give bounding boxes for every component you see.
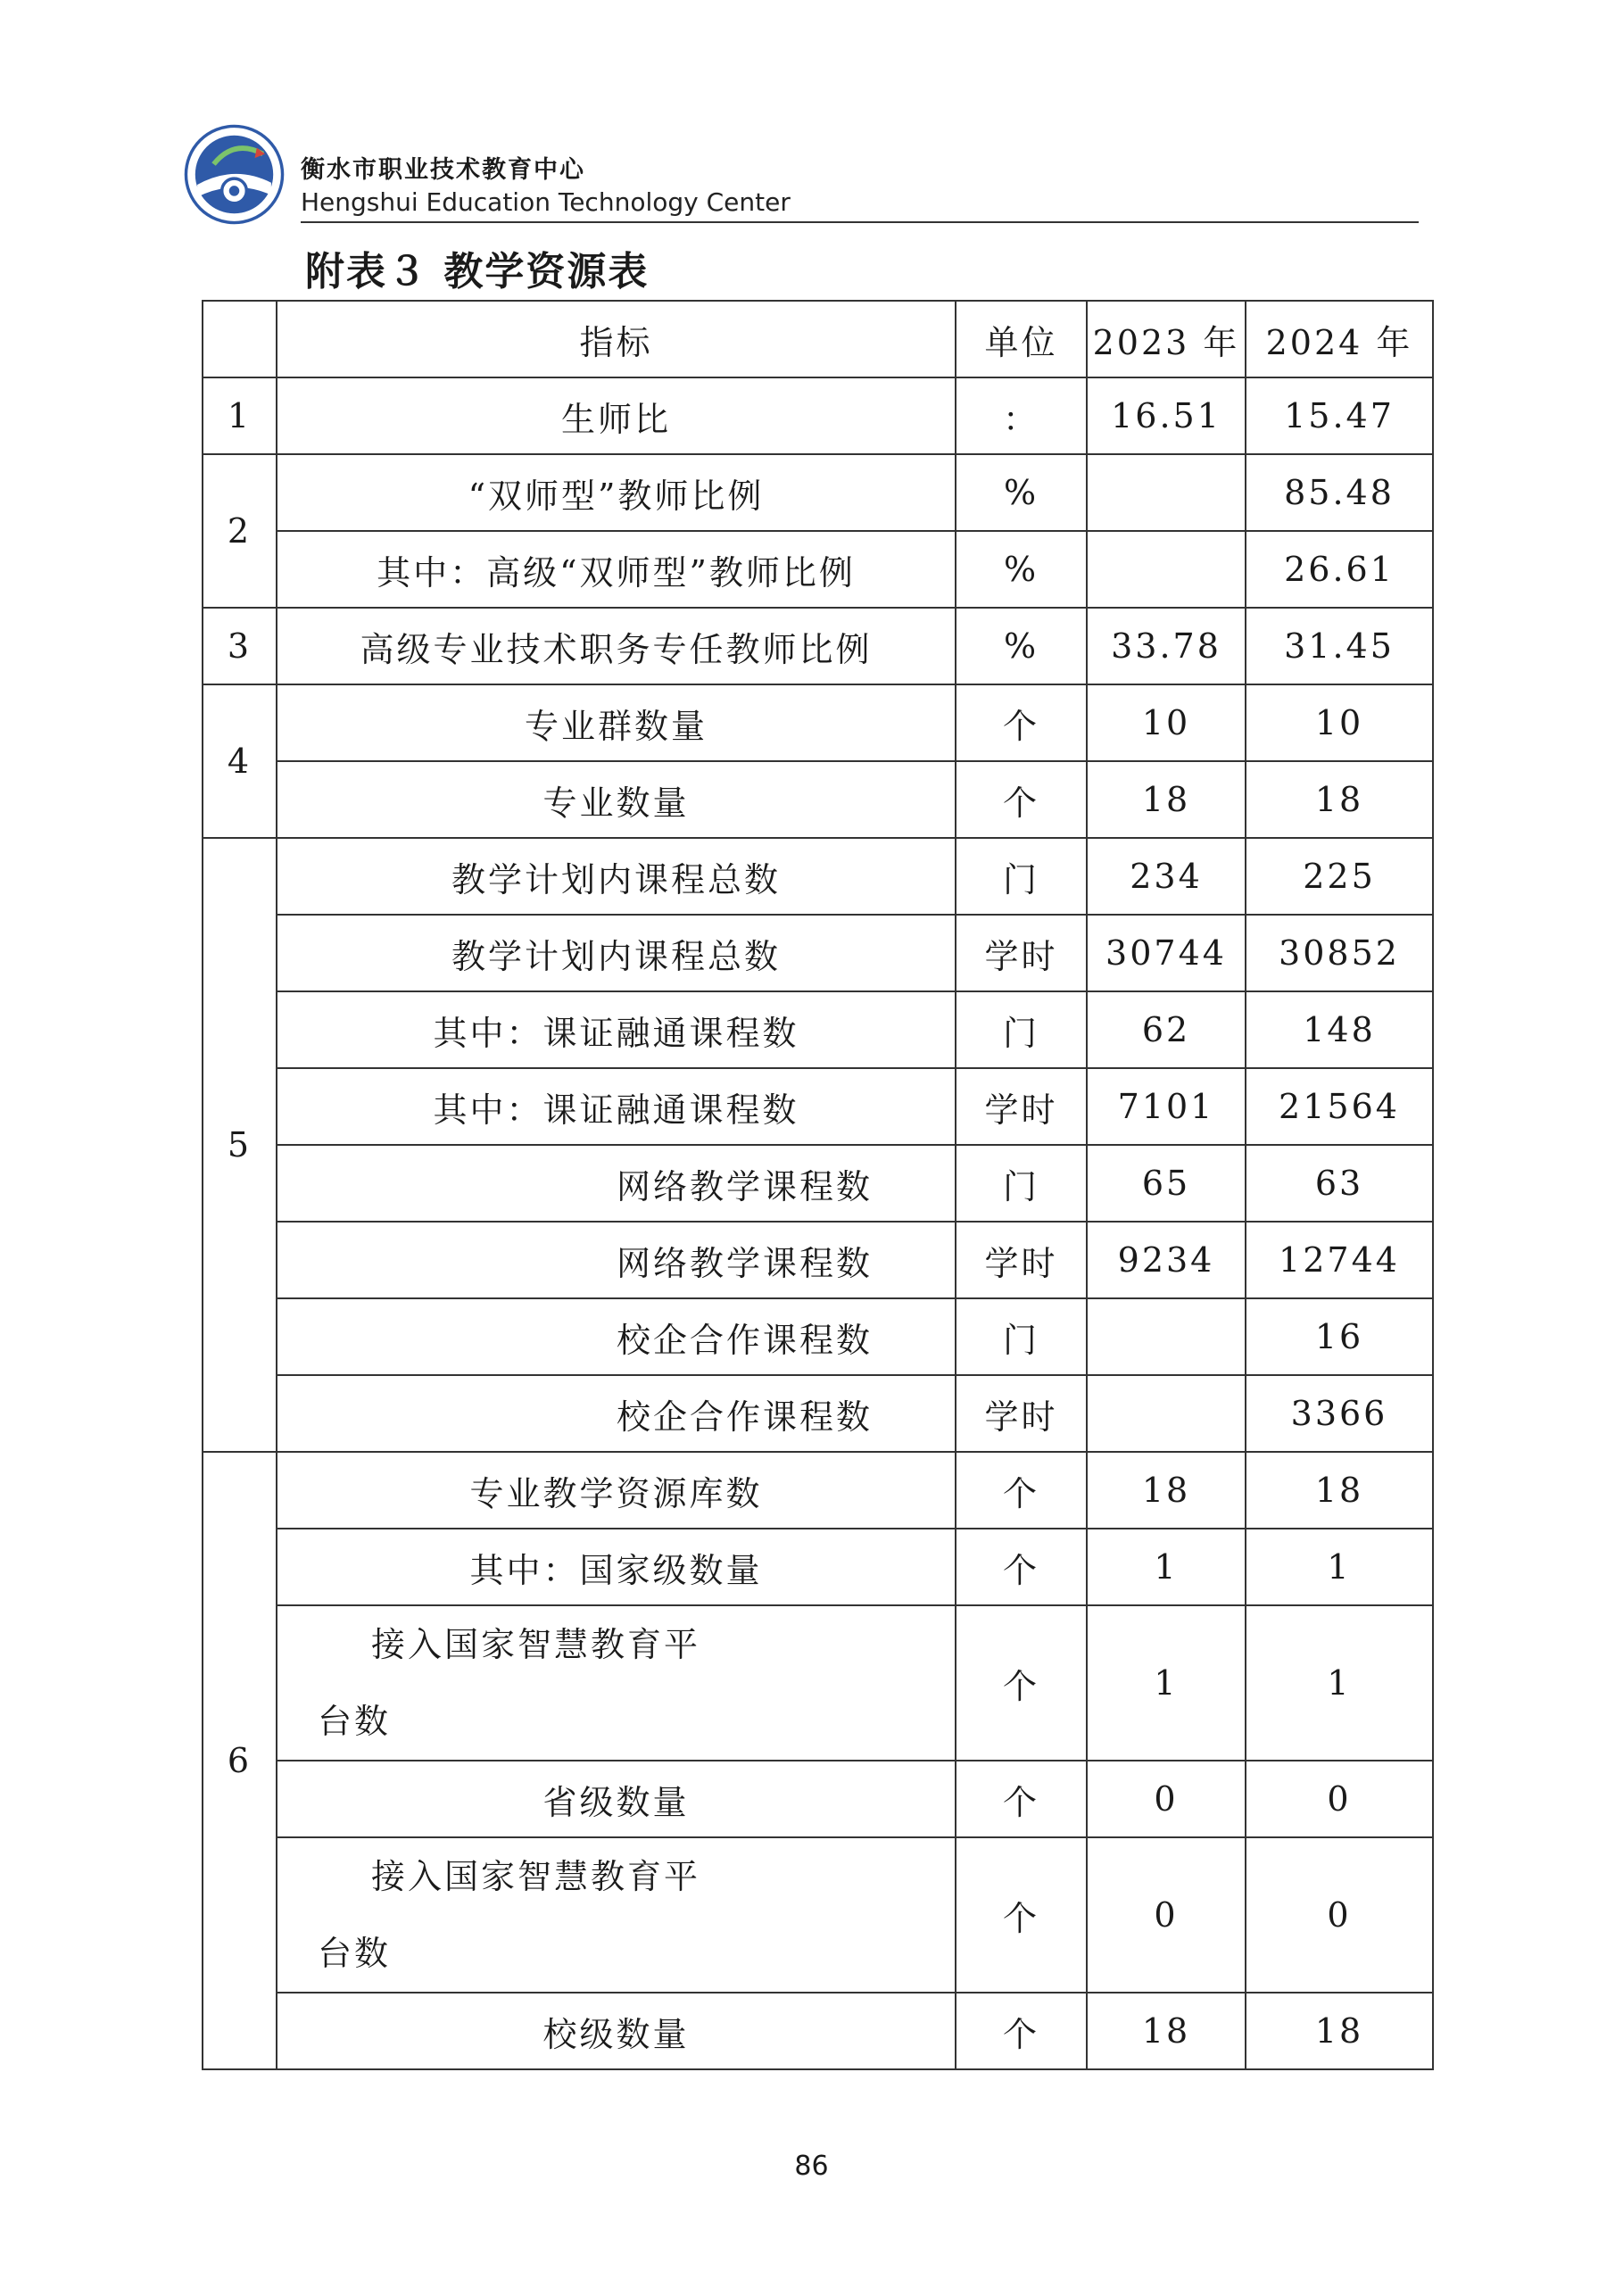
unit-cell: 学时 — [956, 1222, 1087, 1298]
value-2023-cell — [1087, 1298, 1246, 1375]
indicator-cell: 教学计划内课程总数 — [277, 838, 956, 915]
value-2023-cell: 234 — [1087, 838, 1246, 915]
table-row — [203, 761, 1433, 838]
table-row — [203, 1529, 1433, 1605]
table-row — [203, 684, 1433, 761]
table-row — [203, 1298, 1433, 1375]
table-row — [203, 454, 1433, 531]
value-2023-cell — [1087, 531, 1246, 608]
value-2024-cell: 12744 — [1246, 1222, 1433, 1298]
indicator-cell: 省级数量 — [277, 1761, 956, 1837]
org-name-cn: 衡水市职业技术教育中心 — [301, 156, 585, 184]
table-title: 附表３ 教学资源表 — [305, 249, 650, 294]
row-number: 2 — [203, 454, 277, 608]
unit-cell: 个 — [956, 1993, 1087, 2069]
value-2024-cell: 16 — [1246, 1298, 1433, 1375]
header-cell-no — [203, 301, 277, 377]
row-number: 4 — [203, 684, 277, 838]
indicator-cell — [277, 1605, 956, 1761]
org-name-en: Hengshui Education Technology Center — [301, 187, 791, 217]
row-number: 3 — [203, 608, 277, 684]
value-2023-cell: 18 — [1087, 1452, 1246, 1529]
indicator-cell: 其中：高级“双师型”教师比例 — [277, 531, 956, 608]
unit-cell: 个 — [956, 1452, 1087, 1529]
unit-cell: % — [956, 608, 1087, 684]
indicator-cell: 校企合作课程数 — [277, 1375, 956, 1452]
unit-cell: 学时 — [956, 915, 1087, 991]
header-cell-unit: 单位 — [956, 301, 1087, 377]
unit-cell: 个 — [956, 1605, 1087, 1761]
indicator-cell: 专业群数量 — [277, 684, 956, 761]
value-2024-cell: 148 — [1246, 991, 1433, 1068]
unit-cell: 门 — [956, 991, 1087, 1068]
table-row — [203, 1375, 1433, 1452]
unit-cell: ： — [956, 377, 1087, 454]
header-divider — [301, 221, 1419, 223]
table-row — [203, 1605, 1433, 1761]
indicator-cell: 高级专业技术职务专任教师比例 — [277, 608, 956, 684]
table-row — [203, 1222, 1433, 1298]
unit-cell: 门 — [956, 1145, 1087, 1222]
value-2023-cell: 16.51 — [1087, 377, 1246, 454]
teaching-resources-table — [202, 300, 1434, 2070]
header-cell-2023: 2023 年 — [1087, 301, 1246, 377]
table-row — [203, 838, 1433, 915]
value-2023-cell: 9234 — [1087, 1222, 1246, 1298]
value-2023-cell: 18 — [1087, 1993, 1246, 2069]
row-number: 5 — [203, 838, 277, 1452]
indicator-text: 接入国家智慧教育平台数 — [318, 1857, 701, 1973]
unit-cell: 个 — [956, 1837, 1087, 1993]
unit-cell: 个 — [956, 1529, 1087, 1605]
value-2024-cell: 1 — [1246, 1529, 1433, 1605]
indicator-cell: 校企合作课程数 — [277, 1298, 956, 1375]
page-number: 86 — [794, 2151, 829, 2182]
indicator-cell: 其中：课证融通课程数 — [277, 1068, 956, 1145]
unit-cell: 个 — [956, 1761, 1087, 1837]
table-row — [203, 991, 1433, 1068]
value-2023-cell: 1 — [1087, 1605, 1246, 1761]
unit-cell: % — [956, 454, 1087, 531]
table-row — [203, 531, 1433, 608]
value-2023-cell: 18 — [1087, 761, 1246, 838]
header-cell-2024: 2024 年 — [1246, 301, 1433, 377]
value-2023-cell: 0 — [1087, 1837, 1246, 1993]
unit-cell: 学时 — [956, 1375, 1087, 1452]
value-2023-cell: 33.78 — [1087, 608, 1246, 684]
unit-cell: % — [956, 531, 1087, 608]
indicator-text: 接入国家智慧教育平台数 — [318, 1625, 701, 1741]
school-emblem-icon — [183, 123, 286, 226]
value-2024-cell: 31.45 — [1246, 608, 1433, 684]
table-row — [203, 1993, 1433, 2069]
indicator-cell: “双师型”教师比例 — [277, 454, 956, 531]
value-2024-cell: 18 — [1246, 1993, 1433, 2069]
value-2024-cell: 26.61 — [1246, 531, 1433, 608]
table-row — [203, 377, 1433, 454]
table-row — [203, 1837, 1433, 1993]
value-2023-cell: 0 — [1087, 1761, 1246, 1837]
value-2023-cell: 65 — [1087, 1145, 1246, 1222]
value-2023-cell: 10 — [1087, 684, 1246, 761]
indicator-cell: 专业教学资源库数 — [277, 1452, 956, 1529]
value-2024-cell: 30852 — [1246, 915, 1433, 991]
indicator-cell: 网络教学课程数 — [277, 1222, 956, 1298]
value-2024-cell: 15.47 — [1246, 377, 1433, 454]
value-2023-cell — [1087, 1375, 1246, 1452]
indicator-cell: 其中：课证融通课程数 — [277, 991, 956, 1068]
table-row — [203, 608, 1433, 684]
value-2023-cell: 62 — [1087, 991, 1246, 1068]
indicator-cell: 网络教学课程数 — [277, 1145, 956, 1222]
table-row — [203, 1761, 1433, 1837]
page-header — [183, 114, 1419, 230]
indicator-cell: 校级数量 — [277, 1993, 956, 2069]
value-2024-cell: 10 — [1246, 684, 1433, 761]
row-number: 1 — [203, 377, 277, 454]
table-header-row — [203, 301, 1433, 377]
indicator-cell: 专业数量 — [277, 761, 956, 838]
indicator-cell: 生师比 — [277, 377, 956, 454]
value-2024-cell: 3366 — [1246, 1375, 1433, 1452]
value-2024-cell: 225 — [1246, 838, 1433, 915]
table-row — [203, 1452, 1433, 1529]
indicator-cell: 教学计划内课程总数 — [277, 915, 956, 991]
value-2023-cell: 7101 — [1087, 1068, 1246, 1145]
unit-cell: 门 — [956, 1298, 1087, 1375]
table-row — [203, 1145, 1433, 1222]
value-2024-cell: 85.48 — [1246, 454, 1433, 531]
table-row — [203, 1068, 1433, 1145]
row-number: 6 — [203, 1452, 277, 2069]
table-row — [203, 915, 1433, 991]
unit-cell: 个 — [956, 684, 1087, 761]
value-2023-cell — [1087, 454, 1246, 531]
indicator-cell — [277, 1837, 956, 1993]
unit-cell: 个 — [956, 761, 1087, 838]
value-2024-cell: 18 — [1246, 761, 1433, 838]
unit-cell: 门 — [956, 838, 1087, 915]
value-2023-cell: 1 — [1087, 1529, 1246, 1605]
value-2024-cell: 0 — [1246, 1837, 1433, 1993]
value-2024-cell: 18 — [1246, 1452, 1433, 1529]
unit-cell: 学时 — [956, 1068, 1087, 1145]
value-2023-cell: 30744 — [1087, 915, 1246, 991]
value-2024-cell: 1 — [1246, 1605, 1433, 1761]
value-2024-cell: 21564 — [1246, 1068, 1433, 1145]
value-2024-cell: 0 — [1246, 1761, 1433, 1837]
indicator-cell: 其中：国家级数量 — [277, 1529, 956, 1605]
header-cell-indicator: 指标 — [277, 301, 956, 377]
value-2024-cell: 63 — [1246, 1145, 1433, 1222]
